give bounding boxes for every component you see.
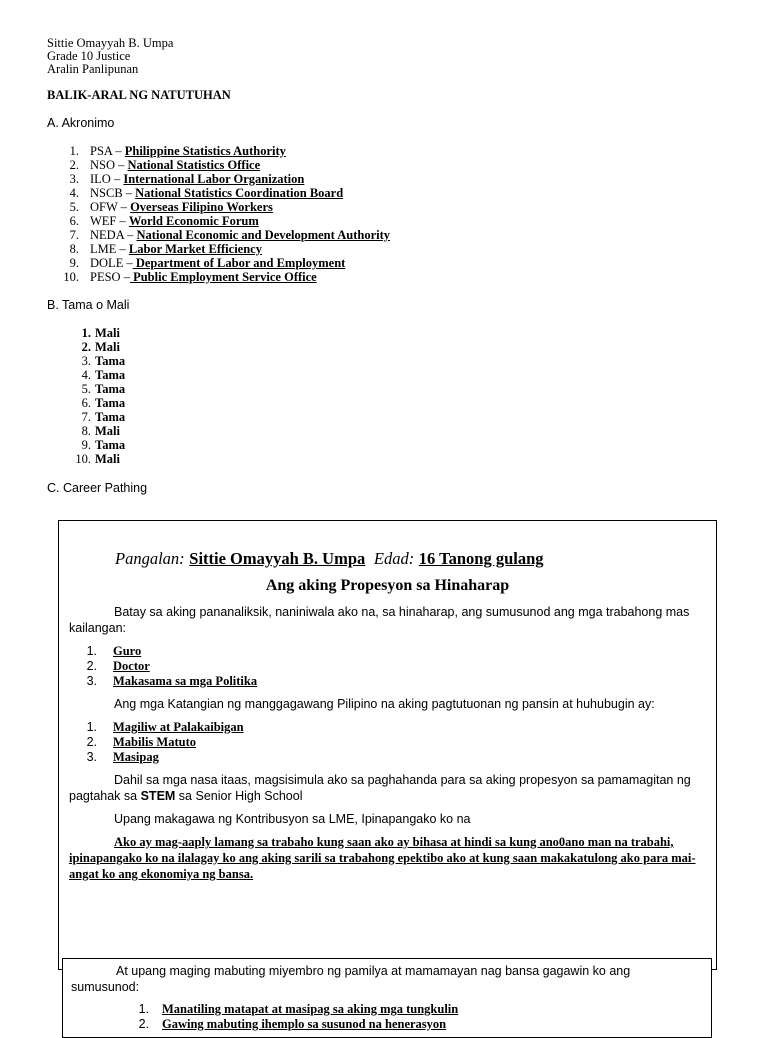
- acronym-full-name: Philippine Statistics Authority: [124, 144, 286, 158]
- job-text: Makasama sa mga Politika: [113, 674, 258, 688]
- job-text: Doctor: [113, 659, 150, 673]
- trait-text: Magiliw at Palakaibigan: [113, 720, 244, 734]
- answer-text: Mali: [95, 340, 120, 354]
- acronym-full-name: National Statistics Coordination Board: [135, 186, 344, 200]
- acronym-abbr: DOLE –: [90, 256, 133, 270]
- acronym-full-name: National Economic and Development Authority: [136, 228, 391, 242]
- acronym-text: [90, 270, 317, 284]
- list-number: 2.: [86, 659, 97, 673]
- acronym-abbr: PESO –: [90, 270, 130, 284]
- list-number: 10.: [75, 452, 91, 466]
- list-number: 10.: [63, 270, 79, 284]
- job-text: Guro: [113, 644, 142, 658]
- list-number: 8.: [69, 242, 79, 256]
- answer-text: Mali: [95, 452, 120, 466]
- trait-text: Mabilis Matuto: [113, 735, 196, 749]
- section-b-heading: B. Tama o Mali: [47, 298, 130, 312]
- acronym-abbr: PSA –: [90, 144, 125, 158]
- acronym-full-name: Public Employment Service Office: [129, 270, 317, 284]
- student-subject: Aralin Panlipunan: [47, 62, 139, 76]
- lme-intro: Upang makagawa ng Kontribusyon sa LME, Ipinapangako ko na: [114, 812, 471, 826]
- preparation-paragraph: [69, 772, 714, 804]
- section-a-heading: A. Akronimo: [47, 116, 115, 130]
- trait-text: Masipag: [113, 750, 159, 764]
- name-value: Sittie Omayyah B. Umpa: [189, 549, 366, 568]
- list-number: 1.: [86, 644, 97, 658]
- list-number: 4.: [69, 186, 79, 200]
- acronym-text: [90, 186, 343, 200]
- acronym-text: [90, 144, 286, 158]
- acronym-abbr: WEF –: [90, 214, 129, 228]
- family-intro: At upang maging mabuting miyembro ng pamilya at mamamayan nag bansa gagawin ko ang sumusunod:: [71, 964, 631, 994]
- answer-text: Tama: [95, 354, 126, 368]
- list-number: 6.: [81, 396, 91, 410]
- list-number: 9.: [69, 256, 79, 270]
- page-title: BALIK-ARAL NG NATUTUHAN: [47, 88, 231, 102]
- acronym-abbr: NEDA –: [90, 228, 137, 242]
- list-number: 6.: [69, 214, 79, 228]
- family-item-text: Gawing mabuting ihemplo sa susunod na henerasyon: [162, 1017, 447, 1031]
- list-number: 1.: [138, 1002, 149, 1016]
- family-item-text: Manatiling matapat at masipag sa aking mga tungkulin: [162, 1002, 459, 1016]
- answer-text: Mali: [95, 424, 120, 438]
- list-number: 5.: [81, 382, 91, 396]
- acronym-text: [90, 242, 262, 256]
- career-heading: Ang aking Propesyon sa Hinaharap: [265, 577, 510, 594]
- list-number: 2.: [69, 158, 79, 172]
- name-label: Pangalan:: [115, 549, 185, 568]
- acronym-abbr: NSO –: [90, 158, 128, 172]
- answer-text: Mali: [95, 326, 120, 340]
- student-grade: Grade 10 Justice: [47, 49, 131, 63]
- answer-text: Tama: [95, 382, 126, 396]
- acronym-text: [90, 200, 273, 214]
- pledge-paragraph: Ako ay mag-aaply lamang sa trabaho kung saan ako ay bihasa at hindi sa kung ano0ano man na trabahi, ipinapangako ko na ilalagay ko ang aking sarili sa trabahong epektibo ako at kung saan makakatulong ako para mai-angat ko ang ekonomiya ng bansa.: [69, 835, 696, 881]
- acronym-text: [90, 256, 345, 270]
- list-number: 2.: [86, 735, 97, 749]
- list-number: 5.: [69, 200, 79, 214]
- list-number: 4.: [81, 368, 91, 382]
- acronym-full-name: Labor Market Efficiency: [128, 242, 262, 256]
- prep-text-after: sa Senior High School: [175, 789, 303, 803]
- list-number: 1.: [69, 144, 79, 158]
- list-number: 9.: [81, 438, 91, 452]
- traits-intro: Ang mga Katangian ng manggagawang Pilipino na aking pagtutuonan ng pansin at huhubugin ay:: [114, 697, 655, 711]
- acronym-full-name: Department of Labor and Employment: [132, 256, 346, 270]
- answer-text: Tama: [95, 368, 126, 382]
- acronym-full-name: International Labor Organization: [123, 172, 305, 186]
- list-number: 2.: [81, 340, 91, 354]
- acronym-abbr: OFW –: [90, 200, 131, 214]
- list-number: 3.: [86, 674, 97, 688]
- prep-strand: STEM: [140, 789, 176, 803]
- acronym-text: [90, 214, 259, 228]
- acronym-full-name: World Economic Forum: [128, 214, 259, 228]
- acronym-abbr: ILO –: [90, 172, 124, 186]
- acronym-full-name: Overseas Filipino Workers: [130, 200, 273, 214]
- list-number: 1.: [81, 326, 91, 340]
- list-number: 8.: [81, 424, 91, 438]
- age-label: Edad:: [373, 549, 415, 568]
- acronym-abbr: LME –: [90, 242, 129, 256]
- career-pathing-box: [58, 520, 717, 970]
- section-c-heading: C. Career Pathing: [47, 481, 148, 495]
- family-box: [62, 958, 712, 1038]
- acronym-text: [90, 172, 304, 186]
- answer-text: Tama: [95, 396, 126, 410]
- list-number: 1.: [86, 720, 97, 734]
- acronym-text: [90, 158, 260, 172]
- list-number: 7.: [81, 410, 91, 424]
- prep-text-before: Dahil sa mga nasa itaas, magsisimula ako sa paghahanda para sa aking propesyon sa pamamagitan ng pagtahak sa: [69, 773, 691, 803]
- list-number: 3.: [69, 172, 79, 186]
- career-intro: Batay sa aking pananaliksik, naniniwala ako na, sa hinaharap, ang sumusunod ang mga trabahong mas kailangan:: [69, 605, 690, 635]
- age-value: 16 Tanong gulang: [418, 549, 544, 568]
- acronym-text: [90, 228, 390, 242]
- answer-text: Tama: [95, 438, 126, 452]
- student-name: Sittie Omayyah B. Umpa: [47, 36, 174, 50]
- acronym-abbr: NSCB –: [90, 186, 136, 200]
- list-number: 3.: [86, 750, 97, 764]
- acronym-full-name: National Statistics Office: [127, 158, 261, 172]
- list-number: 3.: [81, 354, 91, 368]
- answer-text: Tama: [95, 410, 126, 424]
- name-age-line: [115, 549, 544, 569]
- list-number: 7.: [69, 228, 79, 242]
- list-number: 2.: [138, 1017, 149, 1031]
